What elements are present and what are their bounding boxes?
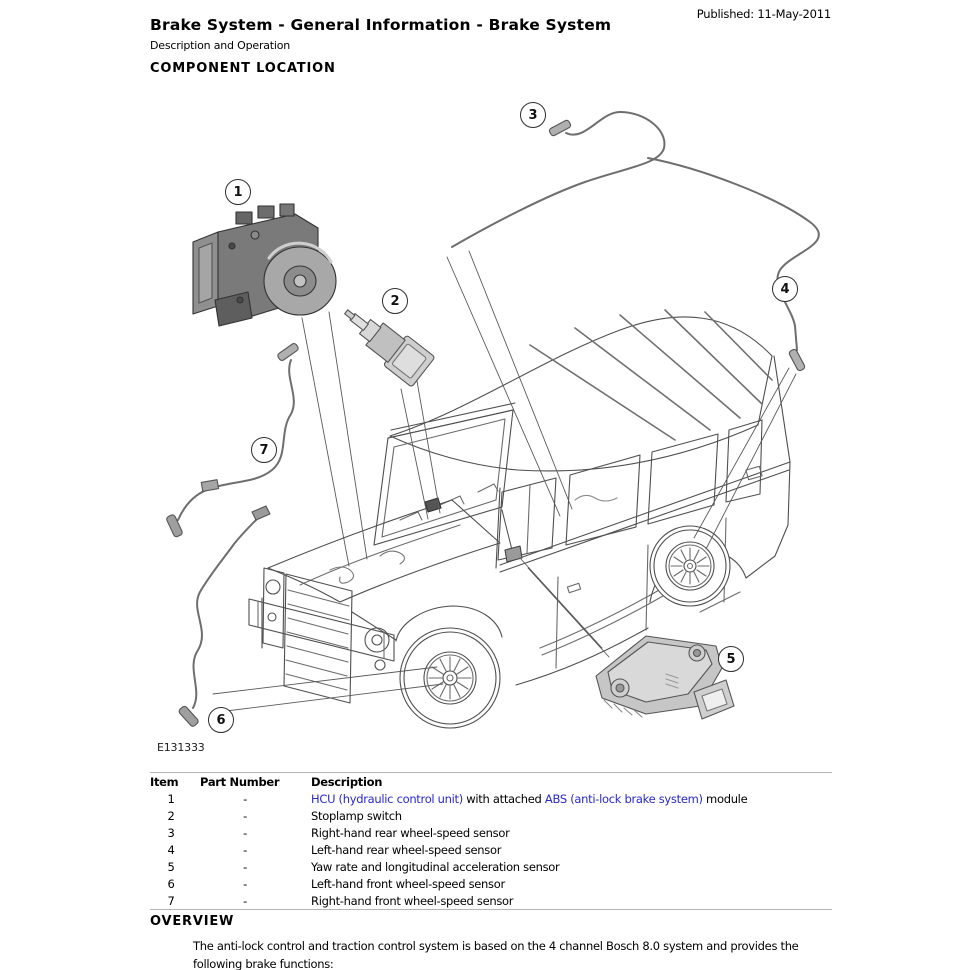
table-header-description: Description	[311, 774, 383, 789]
component-description	[298, 877, 832, 891]
part-number: -	[243, 825, 247, 840]
callout-1: 1	[225, 179, 251, 205]
part-number: -	[243, 791, 247, 806]
item-number: 5	[167, 859, 175, 874]
section-overview: OVERVIEW	[150, 914, 235, 929]
item-number: 6	[167, 876, 175, 891]
overview-paragraph	[193, 938, 798, 970]
description-text: Stoplamp switch	[311, 808, 402, 823]
front-right-wheel-speed-sensor-drawing	[166, 342, 300, 537]
callout-3: 3	[520, 102, 546, 128]
figure-code: E131333	[157, 741, 205, 754]
description-text: module	[702, 791, 748, 806]
part-number: -	[243, 808, 247, 823]
table-header-row	[150, 773, 832, 790]
hcu-abs-module-drawing	[193, 204, 336, 326]
overview-line-2: following brake functions:	[193, 956, 334, 970]
published-date: Published: 11-May-2011	[696, 7, 831, 21]
leader-lines	[213, 251, 796, 712]
yaw-rate-sensor-drawing	[596, 636, 734, 719]
callout-7: 7	[251, 437, 277, 463]
rear-wheel-speed-sensors-drawing	[452, 112, 819, 372]
item-number: 3	[167, 825, 175, 840]
component-description	[298, 826, 832, 840]
part-number: -	[243, 859, 247, 874]
overview-line-1: The anti-lock control and traction control system is based on the 4 channel Bosch 8.0 system and provides the	[193, 939, 799, 953]
rear-wheel	[650, 526, 730, 606]
item-number: 2	[167, 808, 175, 823]
table-row	[150, 841, 832, 858]
stoplamp-switch-drawing	[334, 297, 435, 387]
callout-2: 2	[382, 288, 408, 314]
item-number: 7	[167, 893, 175, 908]
table-row	[150, 790, 832, 807]
description-text: Yaw rate and longitudinal acceleration sensor	[311, 859, 560, 874]
table-row	[150, 807, 832, 824]
callout-4: 4	[772, 276, 798, 302]
front-left-wheel-speed-sensor-drawing	[178, 506, 270, 728]
description-text: Right-hand front wheel-speed sensor	[311, 893, 514, 908]
component-description	[298, 792, 832, 806]
table-header-item: Item	[150, 774, 179, 789]
vehicle-illustration	[249, 310, 790, 728]
component-description	[298, 894, 832, 908]
part-number: -	[243, 893, 247, 908]
item-number: 1	[167, 791, 175, 806]
front-wheel	[400, 628, 500, 728]
page-title: Brake System - General Information - Brake System	[150, 16, 612, 34]
description-text: Left-hand rear wheel-speed sensor	[311, 842, 502, 857]
table-row	[150, 875, 832, 892]
section-component-location: COMPONENT LOCATION	[150, 61, 336, 76]
table-header-part-number: Part Number	[200, 774, 280, 789]
component-description	[298, 843, 832, 857]
description-text: with attached	[462, 791, 545, 806]
part-number: -	[243, 842, 247, 857]
component-link[interactable]: HCU (hydraulic control unit)	[311, 791, 463, 806]
component-link[interactable]: ABS (anti-lock brake system)	[544, 791, 703, 806]
callout-5: 5	[718, 646, 744, 672]
component-table	[150, 772, 832, 910]
page-subtitle: Description and Operation	[150, 39, 291, 52]
table-row	[150, 892, 832, 909]
table-row	[150, 858, 832, 875]
table-row	[150, 824, 832, 841]
component-description	[298, 809, 832, 823]
component-description	[298, 860, 832, 874]
description-text: Right-hand rear wheel-speed sensor	[311, 825, 510, 840]
part-number: -	[243, 876, 247, 891]
item-number: 4	[167, 842, 175, 857]
callout-6: 6	[208, 707, 234, 733]
description-text: Left-hand front wheel-speed sensor	[311, 876, 505, 891]
